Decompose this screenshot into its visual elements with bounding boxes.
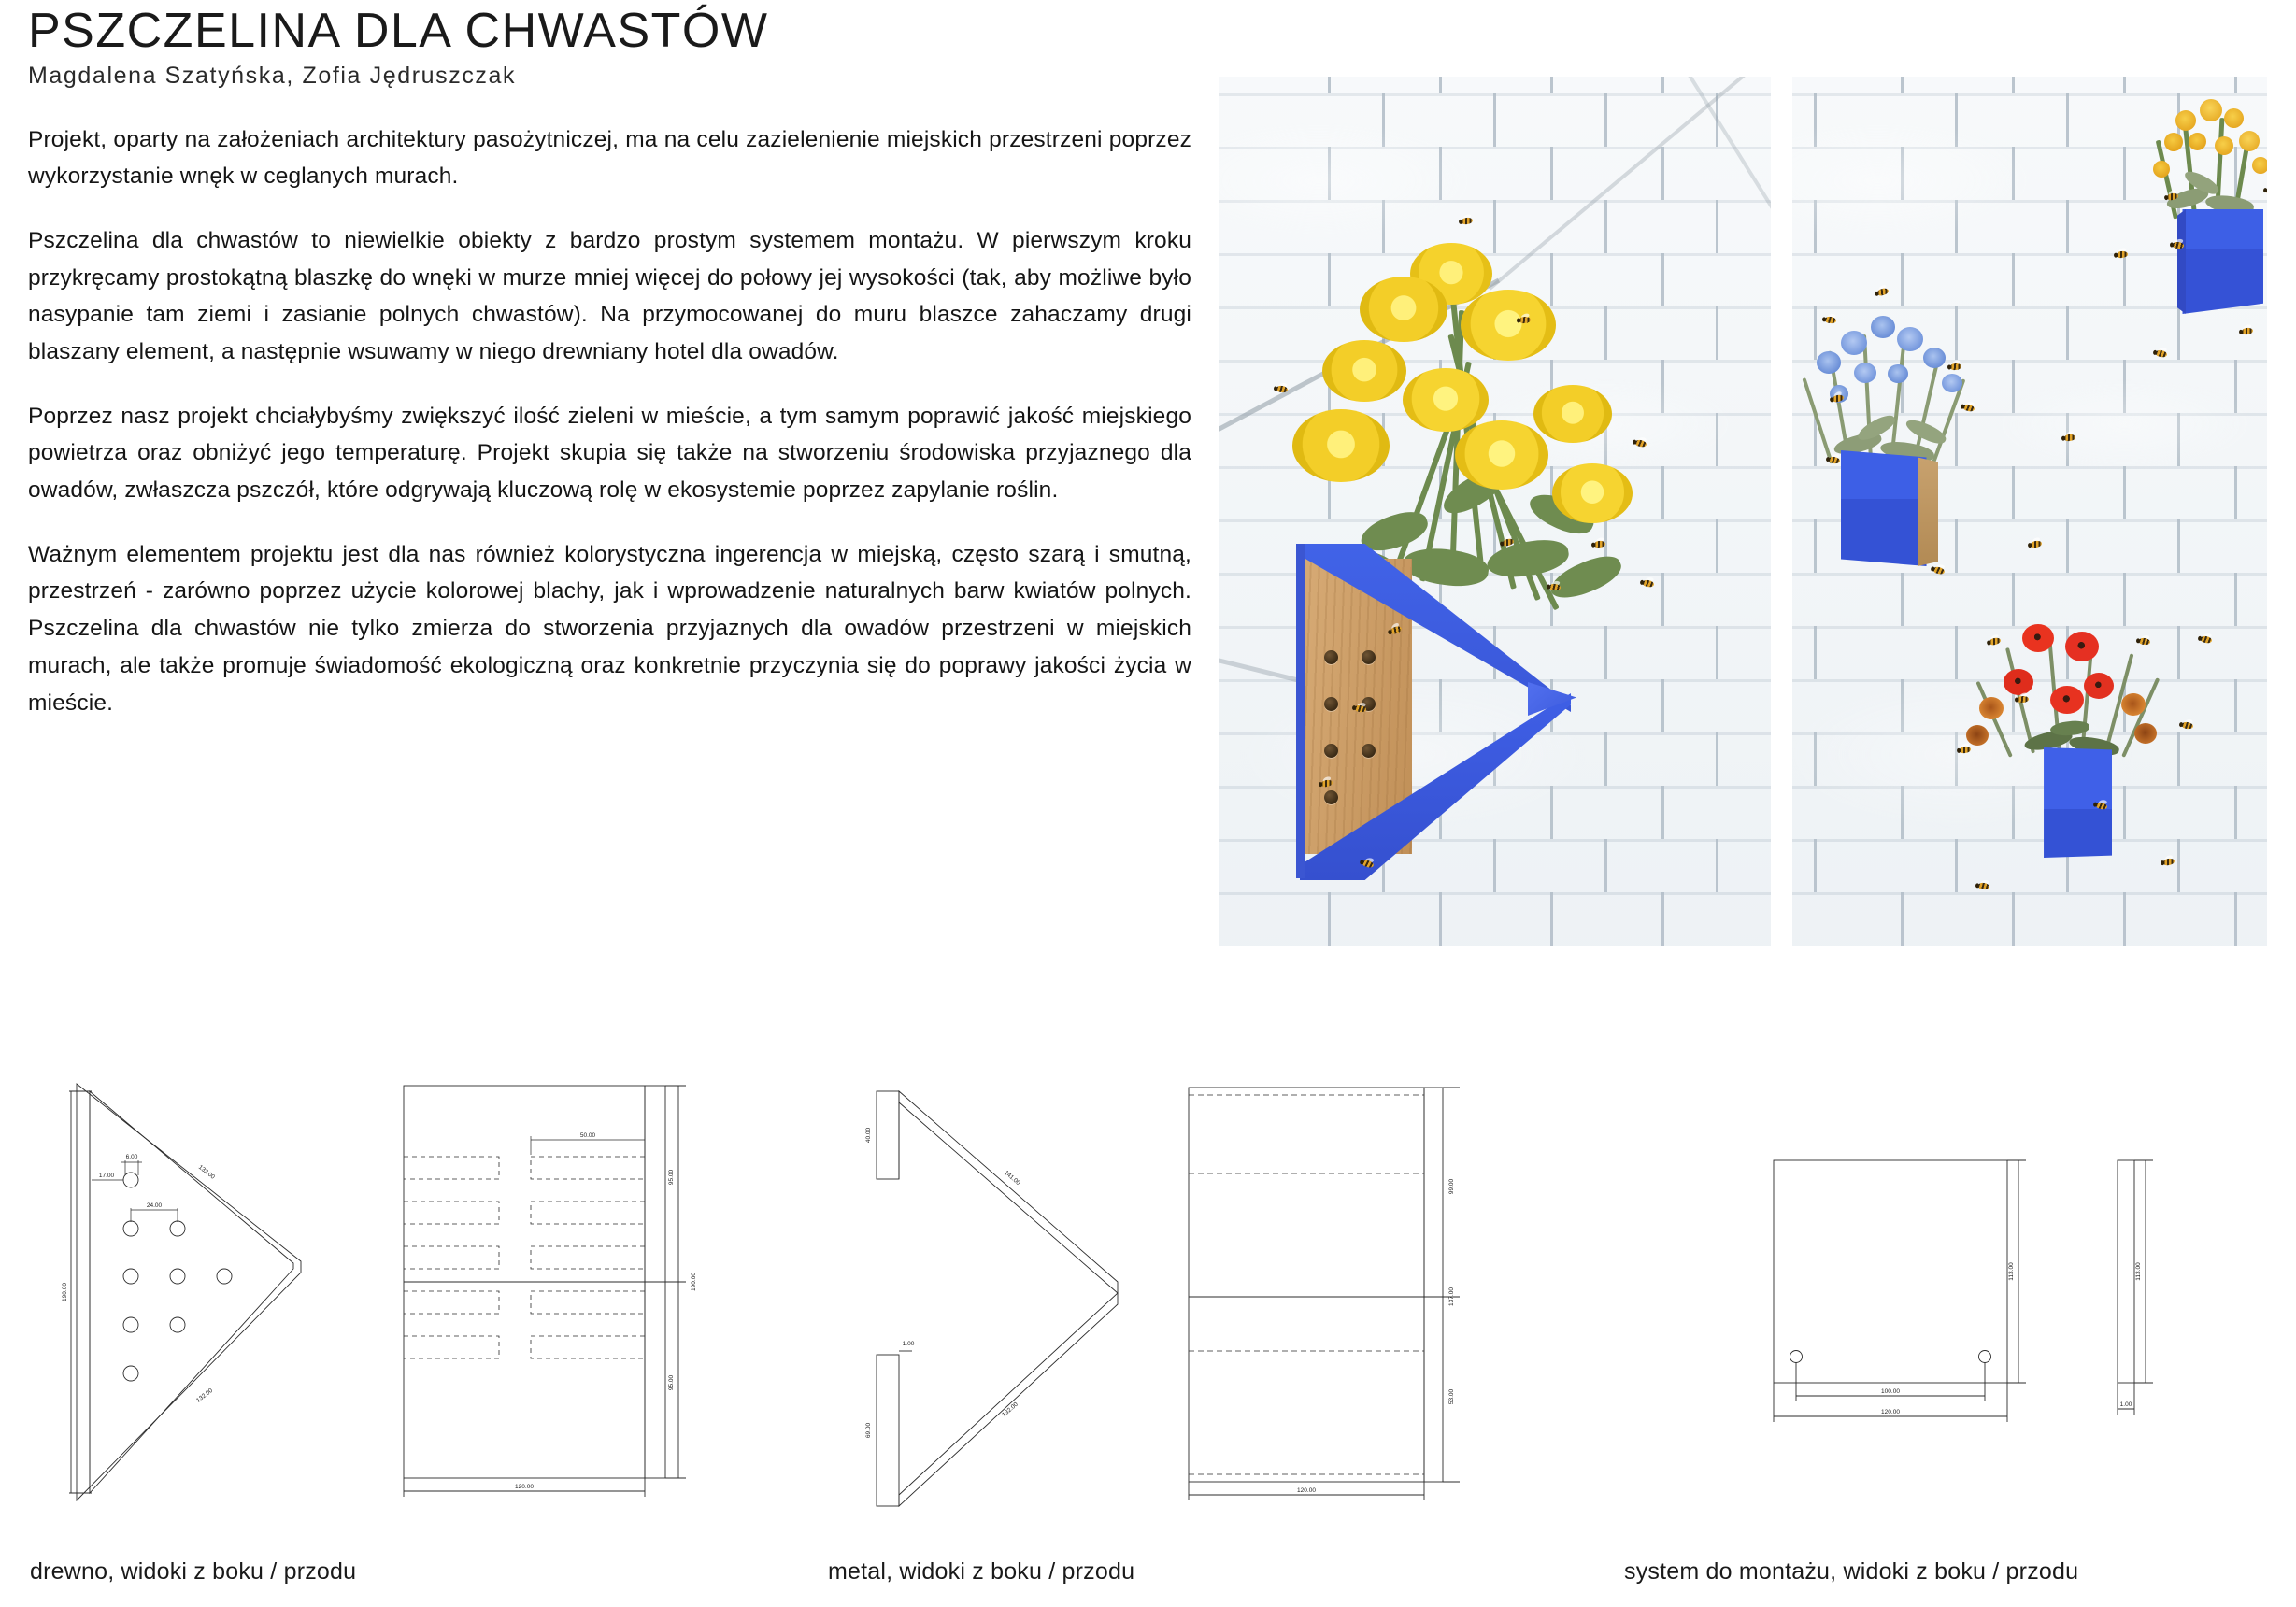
description-paragraph-1: Projekt, oparty na założeniach architektury pasożytniczej, ma na celu zazielenienie miejskich przestrzeni poprzez wykorzystanie wnęk w ceglanych murach. — [28, 126, 1191, 190]
description-paragraph-3: Poprzez nasz projekt chciałybyśmy zwiększyć ilość zieleni w mieście, a tym samym poprawić jakość miejskiego powietrza oraz obniżyć jego temperaturę. Projekt skupia się także na stworzeniu środowiska przyjaznego dla owadów, zwłaszcza pszczół, które odgrywają kluczową rolę w ekosystemie poprzez zapylanie roślin. — [28, 403, 1191, 504]
dimension-label: 132.00 — [196, 1163, 216, 1181]
bee — [1822, 315, 1839, 325]
bee — [1975, 881, 1992, 891]
dimension-label: 40.00 — [865, 1127, 872, 1144]
dimension-label: 17.00 — [98, 1173, 115, 1179]
dimension-label: 132.00 — [195, 1387, 215, 1404]
dimension-label: 53.00 — [1448, 1388, 1455, 1405]
bee — [1517, 315, 1533, 324]
drawing-metal-front-view — [1162, 1074, 1471, 1514]
drill-hole — [1362, 650, 1376, 664]
bee — [1947, 362, 1964, 371]
dimension-label: 120.00 — [1297, 1487, 1316, 1494]
drawing-mount-front-view — [1757, 1147, 2056, 1446]
bee — [2061, 433, 2078, 443]
dimension-label: 24.00 — [146, 1202, 163, 1209]
drawing-wood-side-view — [49, 1074, 366, 1514]
caption-wood: drewno, widoki z boku / przodu — [30, 1558, 357, 1585]
dimension-label: 141.00 — [1003, 1169, 1021, 1187]
bee — [2015, 694, 2032, 704]
dimension-label: 95.00 — [668, 1374, 675, 1391]
dimension-label: 120.00 — [515, 1484, 534, 1490]
dimension-label: 113.00 — [2135, 1262, 2142, 1281]
bee — [2114, 249, 2131, 260]
authors-line: Magdalena Szatyńska, Zofia Jędruszczak — [28, 62, 517, 89]
drawing-mount-side-view — [2084, 1147, 2224, 1446]
dimension-label: 95.00 — [668, 1169, 675, 1186]
dimension-label: 6.00 — [125, 1154, 138, 1160]
photo-planters-wall — [1792, 77, 2267, 946]
description-paragraph-4: Ważnym elementem projektu jest dla nas również kolorystyczna ingerencja w miejską, często szarą i smutną, przestrzeń - zarówno poprzez użycie kolorowej blachy, jak i wprowadzenie naturalnych barw kwiatów polnych. Pszczelina dla chwastów nie tylko zmierza do stworzenia przyjaznych dla owadów przestrzeni w miejskich murach, ale także promuje świadomość ekologiczną oraz konkretnie przyczynia się do poprawy jakości życia w mieście. — [28, 541, 1191, 716]
dimension-label: 113.00 — [2008, 1262, 2015, 1281]
caption-mount: system do montażu, widoki z boku / przodu — [1624, 1558, 2079, 1585]
dimension-label: 132.00 — [1001, 1401, 1020, 1419]
dimension-label: 50.00 — [579, 1132, 596, 1139]
planter-cornflower — [1841, 450, 1938, 566]
bee — [1274, 384, 1291, 394]
drawing-wood-front-view — [387, 1074, 714, 1514]
drill-hole — [1324, 744, 1338, 758]
photo-insect-hotel-closeup — [1219, 77, 1771, 946]
bee — [1547, 582, 1563, 591]
drill-hole — [1362, 744, 1376, 758]
dimension-label: 120.00 — [1881, 1409, 1900, 1415]
drill-hole — [1324, 650, 1338, 664]
drill-hole — [1324, 697, 1338, 711]
dimension-label: 190.00 — [691, 1273, 697, 1291]
bee — [2136, 636, 2153, 647]
dimension-label: 69.00 — [865, 1422, 872, 1439]
dimension-label: 1.00 — [902, 1341, 915, 1347]
planter-yellow — [2177, 209, 2263, 314]
dimension-label: 99.00 — [1448, 1178, 1455, 1195]
bee — [1591, 539, 1608, 549]
caption-metal: metal, widoki z boku / przodu — [828, 1558, 1135, 1585]
text-column — [28, 6, 1191, 721]
page-title: PSZCZELINA DLA CHWASTÓW — [28, 4, 769, 58]
drawing-metal-side-view — [832, 1074, 1140, 1514]
dimension-label: 1.00 — [2119, 1401, 2132, 1408]
dimension-label: 137.00 — [1448, 1287, 1455, 1306]
dimension-label: 190.00 — [62, 1283, 68, 1301]
metal-edge-left — [1296, 544, 1305, 878]
dimension-label: 100.00 — [1881, 1388, 1900, 1395]
description-paragraph-2: Pszczelina dla chwastów to niewielkie obiekty z bardzo prostym systemem montażu. W pierwszym kroku przykręcamy prostokątną blaszkę do wnęki w murze mniej więcej do połowy jej wysokości (tak, aby możliwe było nasypanie tam ziemi i zasianie polnych chwastów). Na przymocowanej do muru blaszce zahaczamy drugi blaszany element, a następnie wsuwamy w niego drewniany hotel dla owadów. — [28, 227, 1191, 365]
bee — [2170, 240, 2187, 249]
drill-hole — [1324, 790, 1338, 804]
